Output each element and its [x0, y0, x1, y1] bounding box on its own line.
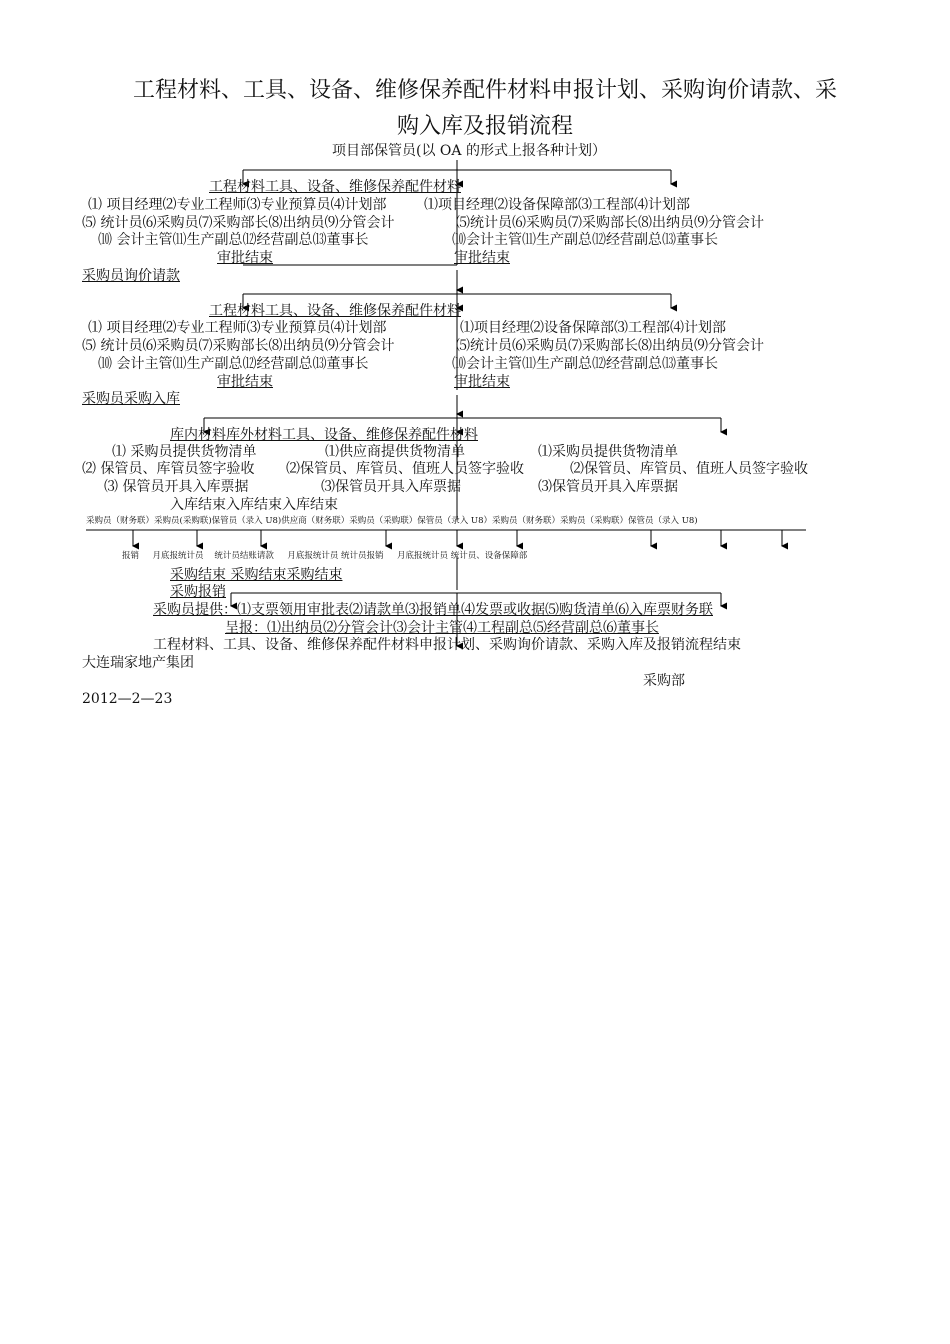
stage2-left-line3: ⑽ 会计主管⑾生产副总⑿经营副总⒀董事长 — [98, 356, 369, 372]
stage1-left-line3: ⑽ 会计主管⑾生产副总⑿经营副总⒀董事长 — [98, 232, 369, 248]
stage3-col2-line1: ⑴供应商提供货物清单 — [325, 444, 465, 460]
stage2-right-line3: ⑽会计主管⑾生产副总⑿经营副总⒀董事长 — [452, 356, 718, 372]
stage1-right-end: 审批结束 — [454, 250, 510, 266]
stage1-right-line2: ⑸统计员⑹采购员⑺采购部长⑻出纳员⑼分管会计 — [456, 215, 764, 231]
reimburse-line1: 采购员提供：⑴支票领用审批表⑵请款单⑶报销单⑷发票或收据⑸购货清单⑹入库票财务联 — [153, 602, 713, 618]
origin-label: 项目部保管员(以 OA 的形式上报各种计划） — [332, 143, 606, 159]
stage3-col3-line1: ⑴采购员提供货物清单 — [538, 444, 678, 460]
closing-line: 工程材料、工具、设备、维修保养配件材料申报计划、采购询价请款、采购入库及报销流程结束 — [153, 637, 741, 653]
stage3-col1-line3: ⑶ 保管员开具入库票据 — [104, 479, 249, 495]
section-inbound: 采购员采购入库 — [82, 391, 180, 407]
stage3-heading: 库内材料库外材料工具、设备、维修保养配件材料 — [170, 427, 478, 443]
stage3-col1-line1: ⑴ 采购员提供货物清单 — [112, 444, 257, 460]
reimburse-heading: 采购报销 — [170, 584, 226, 600]
stage3-col3-line3: ⑶保管员开具入库票据 — [538, 479, 678, 495]
reimburse-line2: 呈报：⑴出纳员⑵分管会计⑶会计主管⑷工程副总⑸经营副总⑹董事长 — [225, 620, 659, 636]
stage2-heading: 工程材料工具、设备、维修保养配件材料 — [209, 303, 461, 319]
company-name: 大连瑞家地产集团 — [82, 655, 194, 671]
stage3-col1-line2: ⑵ 保管员、库管员签字验收 — [82, 461, 255, 477]
stage2-right-end: 审批结束 — [454, 374, 510, 390]
department-name: 采购部 — [643, 673, 685, 689]
stage2-left-line2: ⑸ 统计员⑹采购员⑺采购部长⑻出纳员⑼分管会计 — [82, 338, 395, 354]
page-title-line2: 购入库及报销流程 — [396, 114, 573, 139]
document-date: 2012—2—23 — [82, 691, 173, 707]
stage3-col2-line3: ⑶保管员开具入库票据 — [321, 479, 461, 495]
stage1-left-line2: ⑸ 统计员⑹采购员⑺采购部长⑻出纳员⑼分管会计 — [82, 215, 395, 231]
section-inquiry: 采购员询价请款 — [82, 268, 180, 284]
stage1-left-end: 审批结束 — [217, 250, 273, 266]
stage1-right-line3: ⑽会计主管⑾生产副总⑿经营副总⒀董事长 — [452, 232, 718, 248]
purchase-end: 采购结束 采购结束采购结束 — [170, 567, 343, 583]
page-title-line1: 工程材料、工具、设备、维修保养配件材料申报计划、采购询价请款、采 — [132, 78, 837, 103]
stage3-end: 入库结束入库结束入库结束 — [170, 497, 338, 513]
stage2-left-end: 审批结束 — [217, 374, 273, 390]
report-line: 报销 月底报统计员 统计员结账请款 月底报统计员 统计员报销 月底报统计员 统计员、设备保障部 — [122, 551, 528, 561]
stage1-left-line1: ⑴ 项目经理⑵专业工程师⑶专业预算员⑷计划部 — [88, 197, 387, 213]
stage1-heading: 工程材料工具、设备、维修保养配件材料 — [209, 179, 461, 195]
stage2-right-line2: ⑸统计员⑹采购员⑺采购部长⑻出纳员⑼分管会计 — [456, 338, 764, 354]
stage3-col3-line2: ⑵保管员、库管员、值班人员签字验收 — [570, 461, 808, 477]
stage1-right-line1: ⑴项目经理⑵设备保障部⑶工程部⑷计划部 — [424, 197, 690, 213]
stage3-col2-line2: ⑵保管员、库管员、值班人员签字验收 — [286, 461, 524, 477]
stage2-left-line1: ⑴ 项目经理⑵专业工程师⑶专业预算员⑷计划部 — [88, 320, 387, 336]
stage2-right-line1: ⑴项目经理⑵设备保障部⑶工程部⑷计划部 — [460, 320, 726, 336]
routing-line: 采购员（财务联）采购员(采购联)保管员（录入 U8)供应商（财务联）采购员（采购联）保管员（录入 U8）采购员（财务联）采购员（采购联）保管员（录入 U8) — [86, 516, 698, 526]
